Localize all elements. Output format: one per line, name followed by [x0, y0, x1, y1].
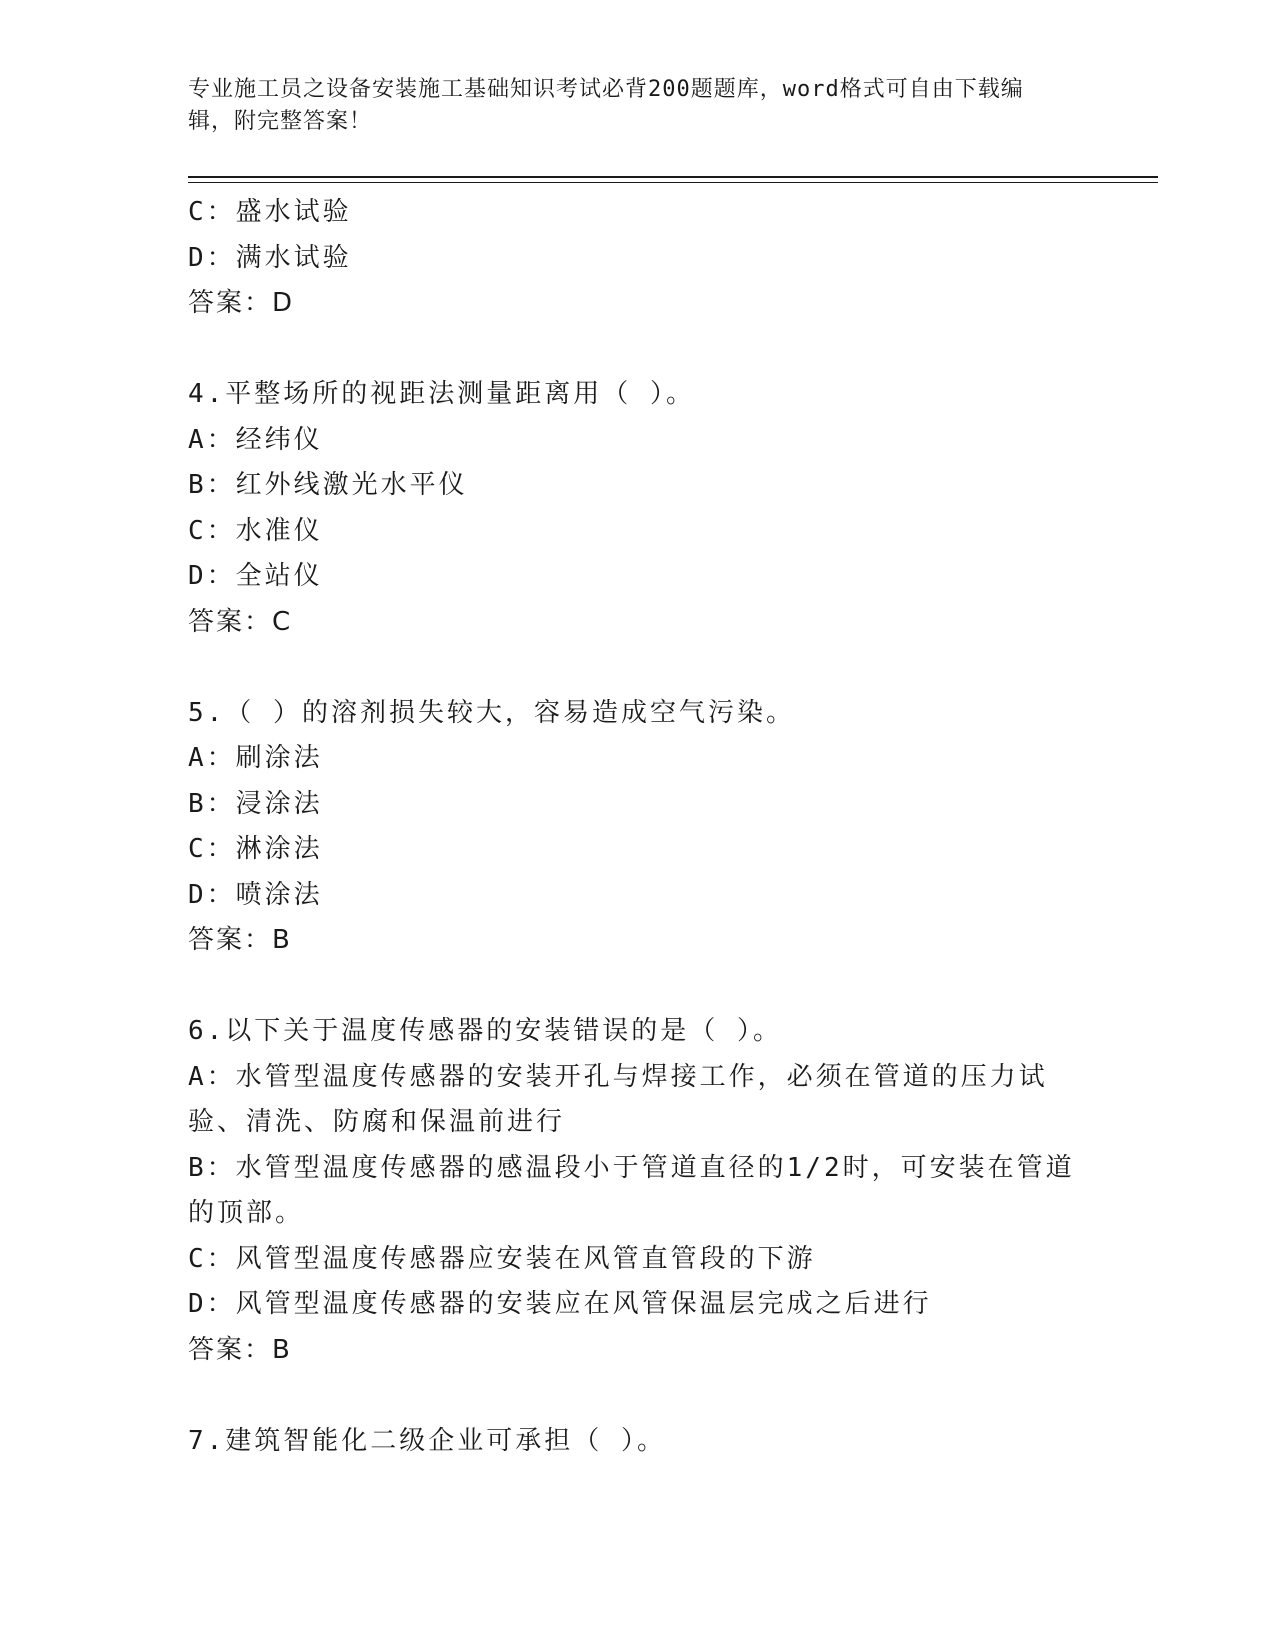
- option-a: A：水管型温度传感器的安装开孔与焊接工作，必须在管道的压力试验、清洗、防腐和保温前进行: [188, 1061, 1048, 1137]
- option-b: B：浸涂法: [188, 788, 323, 819]
- option-a: A：刷涂法: [188, 743, 323, 773]
- option-b: B：水管型温度传感器的感温段小于管道直径的1/2时，可安装在管道的顶部。: [188, 1152, 1075, 1228]
- header-divider-thin: [188, 182, 1158, 183]
- option-a: A：经纬仪: [188, 424, 323, 455]
- option-c: C：水准仪: [188, 515, 323, 546]
- spacer: [188, 1373, 1088, 1419]
- answer-line: 答案：D: [188, 288, 295, 318]
- question-4-text: 4.平整场所的视距法测量距离用（ ）。: [188, 379, 695, 409]
- header-divider-thick: [188, 176, 1158, 178]
- question-7-text: 7.建筑智能化二级企业可承担（ ）。: [188, 1425, 666, 1456]
- option-d: D：全站仪: [188, 561, 323, 591]
- question-6-text: 6.以下关于温度传感器的安装错误的是（ ）。: [188, 1016, 782, 1046]
- option-c: C：风管型温度传感器应安装在风管直管段的下游: [188, 1243, 816, 1274]
- spacer: [188, 964, 1088, 1010]
- document-header: 专业施工员之设备安装施工基础知识考试必背200题题库，word格式可自由下载编辑，附完整答案！: [188, 77, 1024, 134]
- question-list: [188, 190, 1088, 1464]
- spacer: [188, 327, 1088, 373]
- spacer: [188, 645, 1088, 691]
- option-d: D：满水试验: [188, 242, 352, 273]
- answer-line: 答案：B: [188, 925, 292, 955]
- answer-line: 答案：C: [188, 606, 293, 637]
- option-b: B：红外线激光水平仪: [188, 470, 468, 500]
- option-c: C：淋涂法: [188, 834, 323, 864]
- option-d: D：喷涂法: [188, 879, 323, 910]
- option-c: C：盛水试验: [188, 197, 352, 227]
- option-d: D：风管型温度传感器的安装应在风管保温层完成之后进行: [188, 1289, 932, 1319]
- answer-line: 答案：B: [188, 1334, 292, 1365]
- question-5-text: 5.（ ）的溶剂损失较大，容易造成空气污染。: [188, 697, 795, 728]
